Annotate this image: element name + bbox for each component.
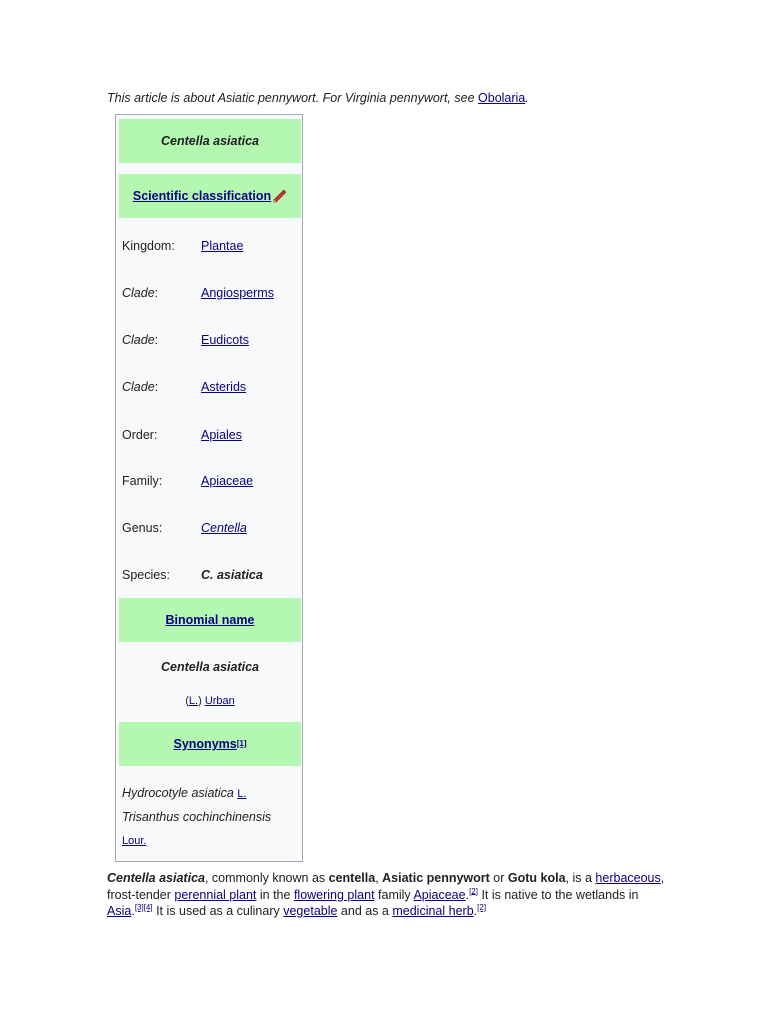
text: . xyxy=(131,904,135,918)
bold-term: Asiatic pennywort xyxy=(382,871,490,885)
flowering-plant-link[interactable]: flowering plant xyxy=(293,887,375,902)
clade-label: Clade: xyxy=(122,380,159,394)
vegetable-link[interactable]: vegetable xyxy=(283,904,338,918)
authority-urban-link[interactable]: Urban xyxy=(204,695,235,707)
row-kingdom xyxy=(122,236,300,256)
kingdom-value[interactable]: Plantae xyxy=(201,239,244,253)
obolaria-link[interactable]: Obolaria xyxy=(478,91,526,105)
edit-pencil-icon[interactable] xyxy=(273,189,287,203)
row-family xyxy=(122,471,300,491)
scientific-classification-link[interactable]: Scientific classification xyxy=(132,189,272,203)
text: , frost-tender xyxy=(107,871,665,902)
text: or xyxy=(489,871,508,885)
classification-header xyxy=(119,174,301,218)
text: . xyxy=(465,887,470,902)
bold-term: centella xyxy=(328,871,376,885)
clade-value[interactable]: Angiosperms xyxy=(201,286,274,300)
hatnote-end: . xyxy=(525,91,529,105)
binomial-authority xyxy=(119,695,301,707)
reference-link[interactable]: [2] xyxy=(477,902,487,912)
infobox-title xyxy=(119,119,301,163)
bold-term: Centella asiatica xyxy=(107,871,205,885)
order-label: Order: xyxy=(122,428,158,442)
synonyms-list xyxy=(122,782,294,853)
clade-value[interactable]: Asterids xyxy=(201,380,247,394)
synonym-item xyxy=(122,806,294,853)
synonym-item xyxy=(122,782,294,806)
row-clade-3 xyxy=(122,377,300,397)
synonyms-header: Synonyms [1] xyxy=(119,722,301,766)
reference-link[interactable]: [3][4] xyxy=(134,902,153,912)
binomial-header xyxy=(119,598,301,642)
binomial-name-link[interactable]: Binomial name xyxy=(165,613,255,627)
bold-term: Gotu kola xyxy=(507,871,566,885)
row-genus xyxy=(122,518,300,538)
perennial-plant-link[interactable]: perennial plant xyxy=(174,887,257,902)
text: and as a xyxy=(337,904,393,918)
reference-link[interactable]: [2] xyxy=(469,886,478,896)
species-label: Species: xyxy=(122,568,170,582)
genus-label: Genus: xyxy=(122,521,163,535)
genus-value[interactable]: Centella xyxy=(201,521,247,535)
text: It is native to the wetlands in xyxy=(477,887,639,902)
synonym-author-link[interactable]: Lour. xyxy=(122,835,147,847)
synonym-name: Hydrocotyle asiatica xyxy=(122,786,234,800)
text: , is a xyxy=(565,871,596,885)
order-value[interactable]: Apiales xyxy=(201,428,242,442)
text: , xyxy=(375,871,383,885)
authority-l-link[interactable]: L. xyxy=(188,695,199,707)
clade-label: Clade: xyxy=(122,286,159,300)
species-value: C. asiatica xyxy=(201,568,263,582)
clade-label: Clade: xyxy=(122,333,159,347)
infobox-title-text: Centella asiatica xyxy=(161,134,259,148)
medicinal-herb-link[interactable]: medicinal herb xyxy=(392,904,474,918)
row-clade-1 xyxy=(122,283,300,303)
herbaceous-link[interactable]: herbaceous xyxy=(595,871,661,885)
text: family xyxy=(374,887,414,902)
lead-paragraph xyxy=(107,870,667,920)
synonyms-link[interactable]: Synonyms xyxy=(173,737,237,751)
text: It is used as a culinary xyxy=(152,904,284,918)
family-label: Family: xyxy=(122,474,163,488)
family-value[interactable]: Apiaceae xyxy=(201,474,254,488)
kingdom-label: Kingdom: xyxy=(122,239,175,253)
hatnote xyxy=(107,91,529,105)
binomial-name: Centella asiatica xyxy=(161,660,259,674)
row-clade-2 xyxy=(122,330,300,350)
synonym-name: Trisanthus cochinchinensis xyxy=(122,810,272,824)
clade-value[interactable]: Eudicots xyxy=(201,333,249,347)
asia-link[interactable]: Asia xyxy=(107,904,132,918)
hatnote-text: This article is about Asiatic pennywort. For Virginia pennywort, see xyxy=(107,91,479,105)
row-species xyxy=(122,565,300,585)
authority-paren: ( xyxy=(185,695,189,707)
text: , commonly known as xyxy=(204,871,329,885)
taxobox xyxy=(115,114,303,862)
text: . xyxy=(473,904,478,918)
row-order xyxy=(122,425,300,445)
synonym-author-link[interactable]: L. xyxy=(237,788,247,800)
authority-paren-close: ) xyxy=(198,695,205,707)
text: in the xyxy=(256,887,294,902)
apiaceae-link[interactable]: Apiaceae xyxy=(413,887,466,902)
